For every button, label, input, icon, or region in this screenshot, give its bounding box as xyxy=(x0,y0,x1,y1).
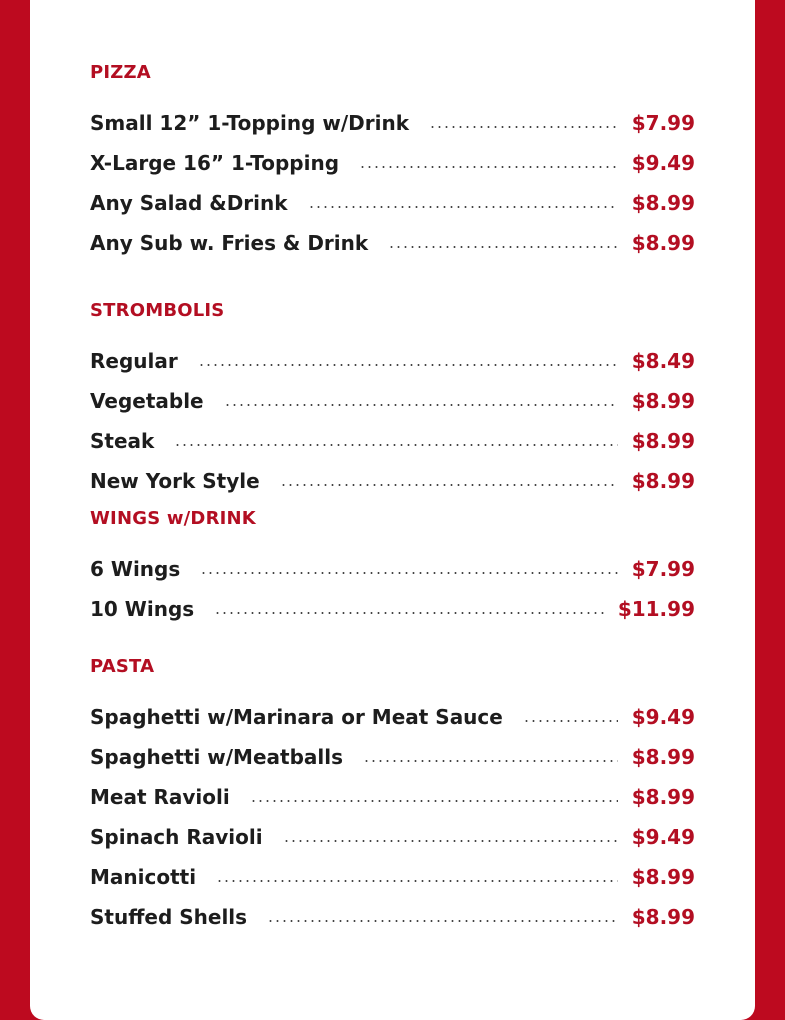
menu-item xyxy=(90,554,695,584)
dot-leader xyxy=(363,760,618,762)
item-name: Regular xyxy=(90,349,178,373)
dot-leader xyxy=(429,126,618,128)
menu-card xyxy=(30,0,755,1020)
dot-leader xyxy=(283,840,618,842)
item-price: $8.99 xyxy=(631,429,695,453)
section-title-wings: WINGS w/DRINK xyxy=(90,508,256,529)
menu-item xyxy=(90,594,695,624)
dot-leader xyxy=(267,920,618,922)
dot-leader xyxy=(308,206,618,208)
item-price: $8.99 xyxy=(631,785,695,809)
item-name: Steak xyxy=(90,429,155,453)
item-name: Meat Ravioli xyxy=(90,785,230,809)
item-price: $9.49 xyxy=(631,151,695,175)
section-title-pizza: PIZZA xyxy=(90,62,151,83)
item-name: Vegetable xyxy=(90,389,204,413)
item-price: $8.99 xyxy=(631,865,695,889)
item-price: $8.49 xyxy=(631,349,695,373)
menu-item xyxy=(90,426,695,456)
item-price: $9.49 xyxy=(631,705,695,729)
menu-item xyxy=(90,902,695,932)
menu-item xyxy=(90,188,695,218)
dot-leader xyxy=(250,800,618,802)
section-title-strombolis: STROMBOLIS xyxy=(90,300,225,321)
menu-item xyxy=(90,742,695,772)
item-name: Any Salad &Drink xyxy=(90,191,288,215)
menu-item xyxy=(90,346,695,376)
menu-item xyxy=(90,702,695,732)
item-price: $8.99 xyxy=(631,231,695,255)
item-name: 6 Wings xyxy=(90,557,181,581)
item-name: Any Sub w. Fries & Drink xyxy=(90,231,369,255)
dot-leader xyxy=(214,612,604,614)
menu-item xyxy=(90,228,695,258)
item-price: $8.99 xyxy=(631,469,695,493)
item-price: $8.99 xyxy=(631,191,695,215)
menu-item xyxy=(90,782,695,812)
dot-leader xyxy=(280,484,618,486)
item-price: $8.99 xyxy=(631,745,695,769)
item-name: X-Large 16” 1-Topping xyxy=(90,151,340,175)
item-name: Spaghetti w/Marinara or Meat Sauce xyxy=(90,705,503,729)
item-price: $8.99 xyxy=(631,389,695,413)
dot-leader xyxy=(174,444,617,446)
menu-item xyxy=(90,466,695,496)
item-price: $7.99 xyxy=(631,557,695,581)
dot-leader xyxy=(359,166,618,168)
dot-leader xyxy=(388,246,618,248)
dot-leader xyxy=(523,720,618,722)
dot-leader xyxy=(216,880,618,882)
item-name: Manicotti xyxy=(90,865,197,889)
dot-leader xyxy=(198,364,618,366)
menu-item xyxy=(90,108,695,138)
dot-leader xyxy=(200,572,617,574)
item-price: $9.49 xyxy=(631,825,695,849)
item-price: $7.99 xyxy=(631,111,695,135)
item-name: Stuffed Shells xyxy=(90,905,248,929)
item-name: New York Style xyxy=(90,469,260,493)
item-name: Spinach Ravioli xyxy=(90,825,263,849)
item-price: $8.99 xyxy=(631,905,695,929)
menu-item xyxy=(90,148,695,178)
menu-item xyxy=(90,862,695,892)
section-title-pasta: PASTA xyxy=(90,656,155,677)
menu-item xyxy=(90,386,695,416)
item-name: Spaghetti w/Meatballs xyxy=(90,745,344,769)
item-name: 10 Wings xyxy=(90,597,195,621)
item-price: $11.99 xyxy=(617,597,695,621)
dot-leader xyxy=(224,404,618,406)
item-name: Small 12” 1-Topping w/Drink xyxy=(90,111,410,135)
menu-item xyxy=(90,822,695,852)
